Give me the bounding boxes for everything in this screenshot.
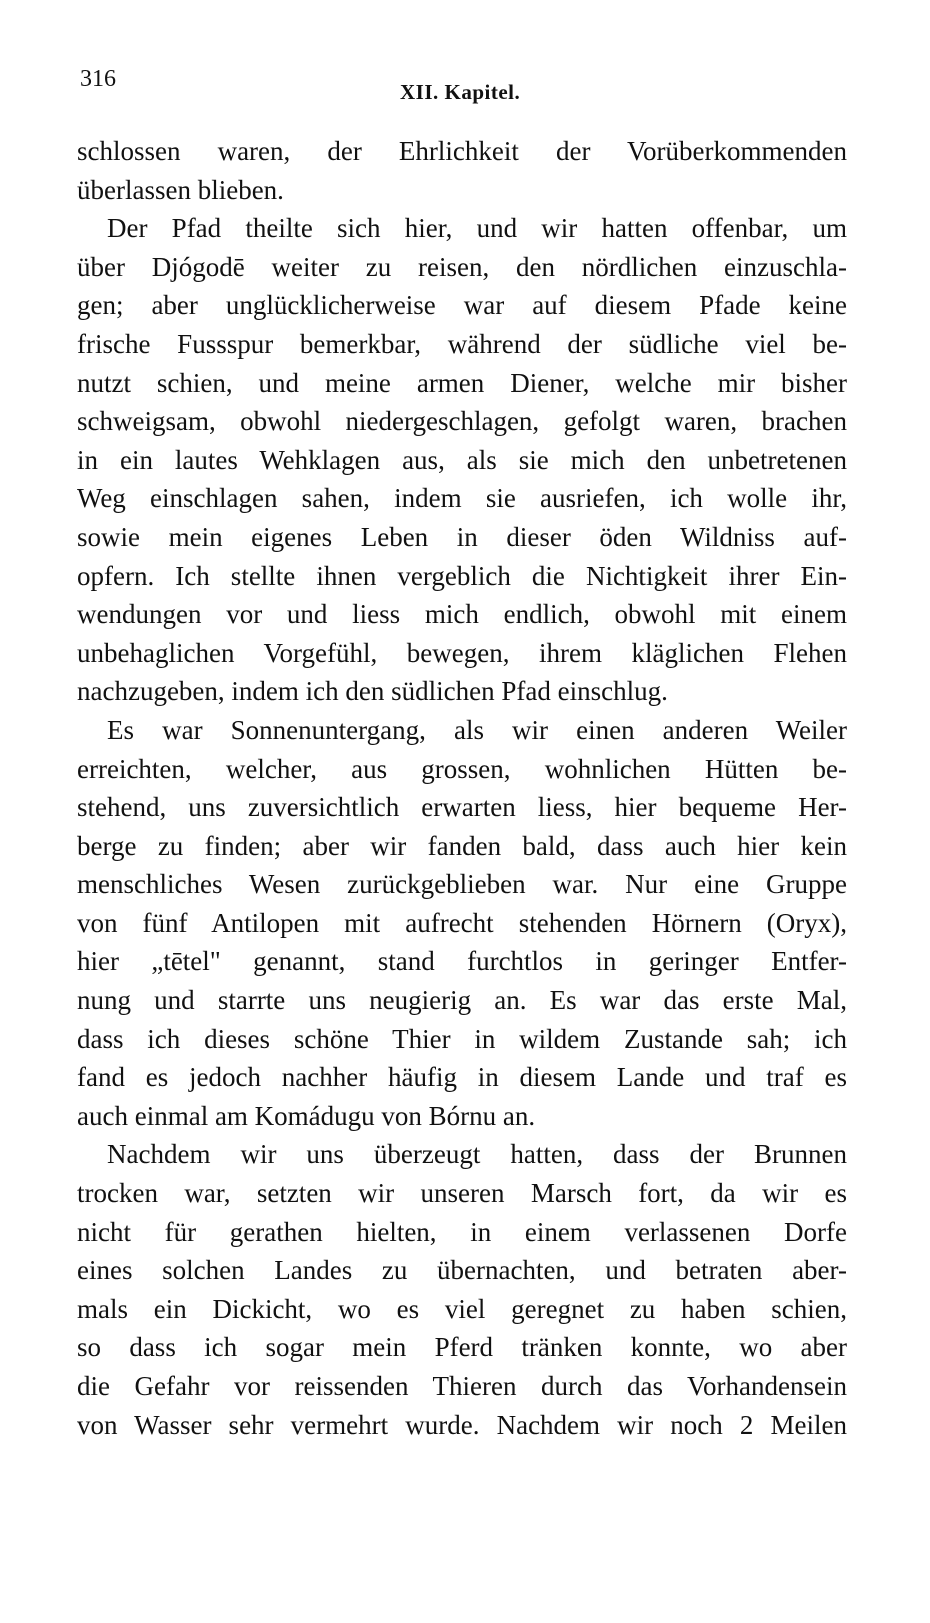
- text-line: schweigsam, obwohl niedergeschlagen, gefolgt waren, brachen: [77, 406, 847, 437]
- text-line: menschliches Wesen zurückgeblieben war. Nur eine Gruppe: [77, 869, 847, 900]
- text-line: hier „tētel" genannt, stand furchtlos in geringer Entfer-: [77, 946, 847, 977]
- text-line: über Djógodē weiter zu reisen, den nördlichen einzuschla-: [77, 251, 847, 282]
- text-line: dass ich dieses schöne Thier in wildem Zustande sah; ich: [77, 1023, 847, 1054]
- text-line: von Wasser sehr vermehrt wurde. Nachdem wir noch 2 Meilen: [77, 1409, 847, 1440]
- text-line: mals ein Dickicht, wo es viel geregnet zu haben schien,: [77, 1293, 847, 1324]
- text-line: fand es jedoch nachher häufig in diesem Lande und traf es: [77, 1062, 847, 1093]
- running-head: XII. Kapitel.: [400, 80, 521, 104]
- text-line: von fünf Antilopen mit aufrecht stehenden Hörnern (Oryx),: [77, 907, 847, 938]
- text-line: gen; aber unglücklicherweise war auf diesem Pfade keine: [77, 290, 847, 321]
- text-line: unbehaglichen Vorgefühl, bewegen, ihrem kläglichen Flehen: [77, 637, 847, 668]
- text-line: Nachdem wir uns überzeugt hatten, dass der Brunnen: [107, 1139, 847, 1170]
- text-line: in ein lautes Wehklagen aus, als sie mich den unbetretenen: [77, 444, 847, 475]
- text-line: Der Pfad theilte sich hier, und wir hatten offenbar, um: [107, 213, 847, 244]
- text-line: trocken war, setzten wir unseren Marsch fort, da wir es: [77, 1178, 847, 1209]
- text-line: auch einmal am Komádugu von Bórnu an.: [77, 1100, 536, 1131]
- text-line: die Gefahr vor reissenden Thieren durch das Vorhandensein: [77, 1371, 847, 1401]
- text-line: nachzugeben, indem ich den südlichen Pfad einschlug.: [77, 676, 668, 707]
- page-number: 316: [80, 66, 116, 92]
- text-line: berge zu finden; aber wir fanden bald, dass auch hier kein: [77, 830, 847, 861]
- text-line: nung und starrte uns neugierig an. Es war das erste Mal,: [77, 985, 847, 1016]
- text-line: opfern. Ich stellte ihnen vergeblich die Nichtigkeit ihrer Ein-: [77, 560, 847, 591]
- text-line: überlassen blieben.: [77, 174, 284, 205]
- body-text: [77, 132, 847, 1444]
- text-line: nicht für gerathen hielten, in einem verlassenen Dorfe: [77, 1216, 847, 1247]
- text-line: wendungen vor und liess mich endlich, obwohl mit einem: [77, 599, 847, 630]
- text-line: sowie mein eigenes Leben in dieser öden Wildniss auf-: [77, 521, 847, 552]
- text-line: eines solchen Landes zu übernachten, und betraten aber-: [77, 1255, 847, 1286]
- page-header: [80, 66, 850, 106]
- text-line: frische Fussspur bemerkbar, während der südliche viel be-: [77, 328, 847, 359]
- text-line: Es war Sonnenuntergang, als wir einen anderen Weiler: [107, 714, 847, 745]
- text-line: so dass ich sogar mein Pferd tränken konnte, wo aber: [77, 1332, 847, 1363]
- text-line: stehend, uns zuversichtlich erwarten liess, hier bequeme Her-: [77, 792, 847, 823]
- text-line: erreichten, welcher, aus grossen, wohnlichen Hütten be-: [77, 753, 847, 784]
- text-line: Weg einschlagen sahen, indem sie ausriefen, ich wolle ihr,: [77, 483, 847, 514]
- text-line: nutzt schien, und meine armen Diener, welche mir bisher: [77, 367, 847, 398]
- text-line: schlossen waren, der Ehrlichkeit der Vorüberkommenden: [77, 136, 847, 166]
